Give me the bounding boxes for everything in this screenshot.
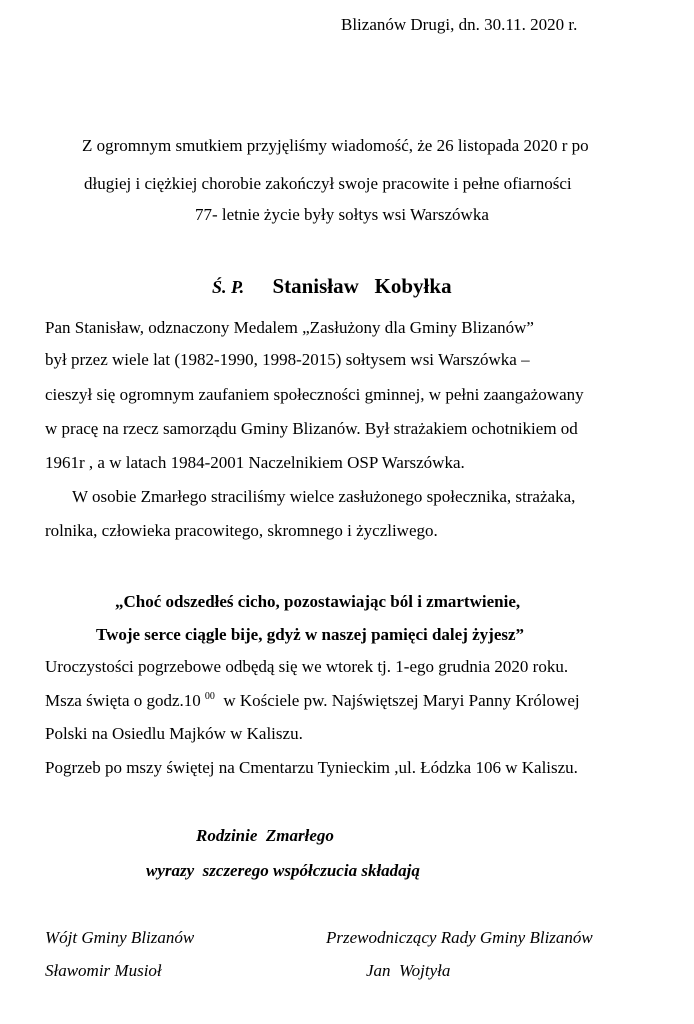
place-date: Blizanów Drugi, dn. 30.11. 2020 r. [341, 15, 578, 34]
mass-text: Msza święta o godz.10 [45, 691, 201, 710]
mass-church: w Kościele pw. Najświętszej Maryi Panny Królowej [214, 691, 580, 710]
deceased-prefix: Ś. P. [212, 277, 245, 297]
mass-time-minutes: 00 [204, 691, 215, 702]
biography-line: był przez wiele lat (1982-1990, 1998-2015) sołtysem wsi Warszówka – [45, 350, 530, 369]
biography-line: Pan Stanisław, odznaczony Medalem „Zasłużony dla Gminy Blizanów” [45, 318, 534, 337]
announcement-line: długiej i ciężkiej chorobie zakończył swoje pracowite i pełne ofiarności [84, 174, 572, 193]
condolences-line: wyrazy szczerego współczucia składają [146, 861, 420, 880]
signature-title-right: Przewodniczący Rady Gminy Blizanów [326, 928, 593, 947]
funeral-line: Polski na Osiedlu Majków w Kaliszu. [45, 724, 303, 743]
signature-title-left: Wójt Gminy Blizanów [45, 928, 195, 947]
quote-line: Twoje serce ciągle bije, gdyż w naszej pamięci dalej żyjesz” [96, 625, 525, 644]
signature-name-left: Sławomir Musioł [45, 961, 162, 980]
funeral-line: Uroczystości pogrzebowe odbędą się we wtorek tj. 1-ego grudnia 2020 roku. [45, 657, 569, 676]
biography-line: 1961r , a w latach 1984-2001 Naczelnikiem OSP Warszówka. [45, 453, 465, 472]
announcement-line: Z ogromnym smutkiem przyjęliśmy wiadomość, że 26 listopada 2020 r po [82, 136, 589, 155]
announcement-line: 77- letnie życie były sołtys wsi Warszówka [195, 205, 489, 224]
biography-line: rolnika, człowieka pracowitego, skromnego i życzliwego. [45, 521, 438, 540]
biography-line: W osobie Zmarłego straciliśmy wielce zasłużonego społecznika, strażaka, [72, 487, 576, 506]
deceased-name: Stanisław Kobyłka [272, 274, 452, 298]
biography-line: cieszył się ogromnym zaufaniem społeczności gminnej, w pełni zaangażowany [45, 385, 584, 404]
mass-line [45, 691, 580, 711]
deceased-heading [212, 276, 452, 298]
quote-line: „Choć odszedłeś cicho, pozostawiając ból i zmartwienie, [115, 592, 521, 611]
condolences-line: Rodzinie Zmarłego [196, 826, 334, 845]
signature-name-right: Jan Wojtyła [366, 961, 451, 980]
biography-line: w pracę na rzecz samorządu Gminy Blizanów. Był strażakiem ochotnikiem od [45, 419, 578, 438]
funeral-line: Pogrzeb po mszy świętej na Cmentarzu Tynieckim ,ul. Łódzka 106 w Kaliszu. [45, 758, 578, 777]
